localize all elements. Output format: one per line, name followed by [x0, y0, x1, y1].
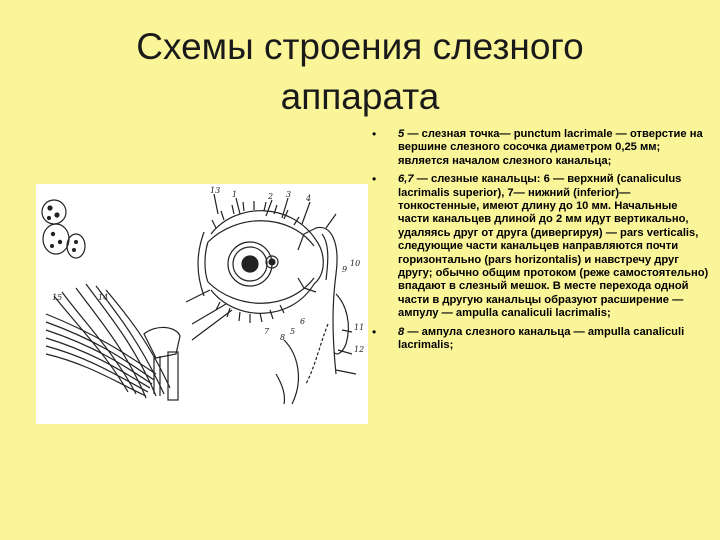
gland-lobe [43, 224, 69, 254]
gland-lobe [67, 234, 85, 258]
bullet-icon: • [372, 172, 377, 187]
label-14: 14 [98, 293, 109, 302]
label-13: 13 [210, 186, 221, 195]
list-item [372, 173, 710, 320]
list-item [372, 326, 710, 353]
slide-title-line-1: Схемы строения слезного [136, 26, 584, 67]
item-text: — ампула слезного канальца — ampulla canaliculi lacrimalis; [398, 325, 685, 352]
label-2: 2 [268, 192, 274, 201]
bullet-icon: • [372, 127, 377, 141]
label-8: 8 [280, 333, 286, 342]
diagram-drawing [36, 184, 368, 424]
label-10: 10 [350, 259, 361, 268]
gland-lobe [42, 200, 66, 224]
bullet-icon: • [372, 324, 377, 339]
item-number: 8 [398, 325, 405, 338]
label-11: 11 [354, 323, 365, 332]
description-list [372, 128, 710, 358]
label-12: 12 [354, 345, 365, 354]
label-9: 9 [342, 265, 348, 274]
label-5: 5 [290, 327, 296, 336]
label-15: 15 [52, 293, 63, 302]
label-1: 1 [232, 190, 238, 199]
item-text: — слезные канальцы: 6 — верхний (canaliculus lacrimalis superior), 7— нижний (inferior)—тонкостенные, имеют длину до 10 мм. Начальные части канальцев длиной до 2 мм идут вертикально, удаляясь друг от друга (дивергируя) — pars verticalis, следующие части канальцев направляются почти горизонтально (pars horizontalis) и навстречу друг другу; обычно общим протоком (реже самостоятельно) впадают в слезный мешок. В месте перехода одной части в другую канальцы образуют расширение — ампулу — ampulla canaliculi lacrimalis; [398, 173, 709, 320]
slide-title-line-2: аппарата [280, 76, 440, 117]
label-4: 4 [306, 194, 312, 203]
slide-title [40, 22, 680, 122]
label-7: 7 [264, 327, 270, 336]
lacrimal-apparatus-diagram [36, 184, 368, 424]
item-text: — слезная точка— punctum lacrimale — отверстие на вершине слезного сосочка диаметром 0,25 мм; является началом слезного канальца; [398, 128, 703, 167]
label-3: 3 [286, 190, 292, 199]
label-6: 6 [300, 317, 306, 326]
list-item [372, 128, 710, 168]
item-number: 5 [398, 128, 405, 140]
item-number: 6,7 [398, 173, 414, 186]
